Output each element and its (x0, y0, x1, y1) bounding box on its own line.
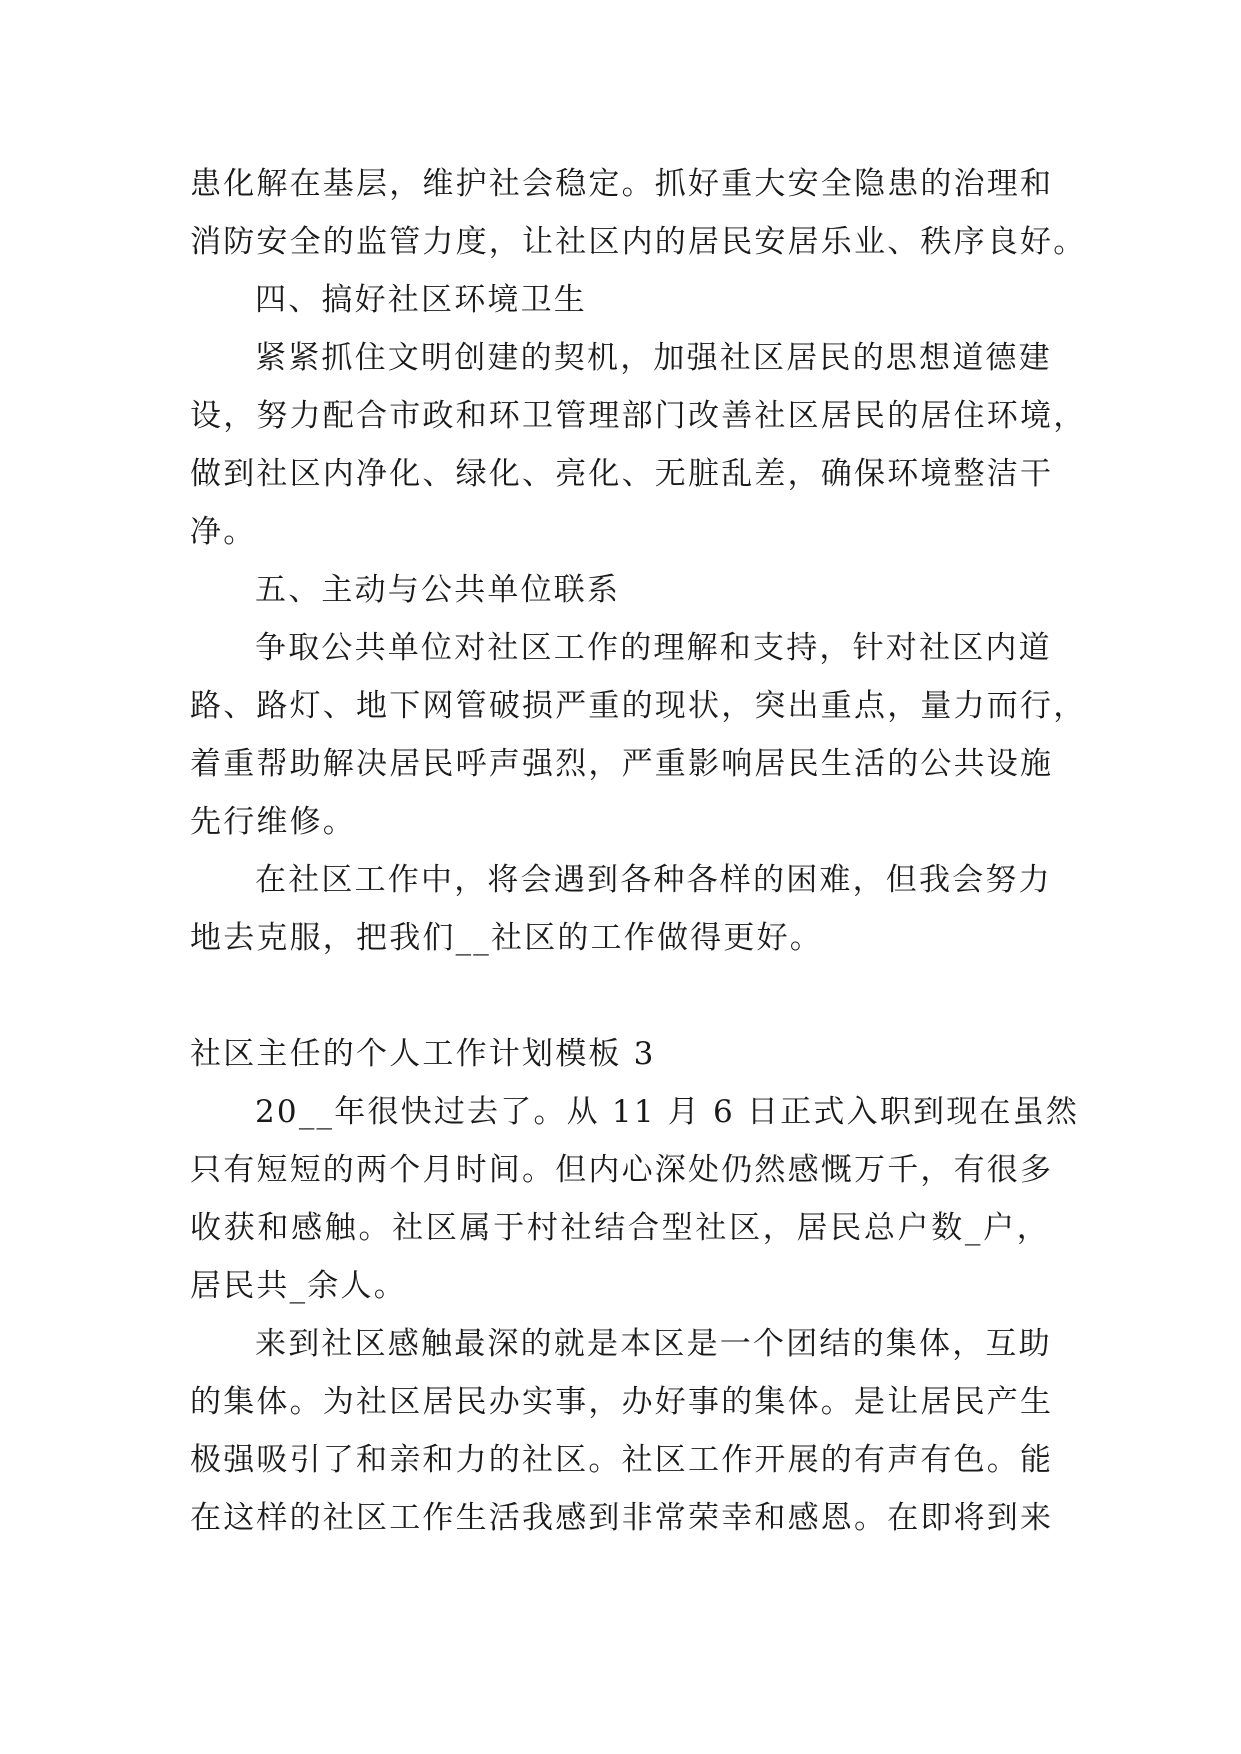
text-line: 设，努力配合市政和环卫管理部门改善社区居民的居住环境， (190, 398, 1087, 434)
text-line: 净。 (190, 514, 257, 550)
text-line: 在社区工作中，将会遇到各种各样的困难，但我会努力 (255, 862, 1052, 898)
text-line: 紧紧抓住文明创建的契机，加强社区居民的思想道德建 (255, 340, 1052, 376)
text-line: 先行维修。 (190, 804, 356, 840)
section-heading: 五、主动与公共单位联系 (255, 572, 621, 608)
text-line: 只有短短的两个月时间。但内心深处仍然感慨万千，有很多 (190, 1152, 1054, 1188)
text-line: 争取公共单位对社区工作的理解和支持，针对社区内道 (255, 630, 1052, 666)
text-line: 在这样的社区工作生活我感到非常荣幸和感恩。在即将到来 (190, 1500, 1054, 1536)
text-line: 路、路灯、地下网管破损严重的现状，突出重点，量力而行， (190, 688, 1087, 724)
text-line: 居民共_余人。 (190, 1268, 407, 1304)
text-line: 做到社区内净化、绿化、亮化、无脏乱差，确保环境整洁干 (190, 456, 1054, 492)
text-line: 患化解在基层，维护社会稳定。抓好重大安全隐患的治理和 (190, 166, 1054, 202)
text-line: 地去克服，把我们__社区的工作做得更好。 (190, 920, 823, 956)
text-line: 极强吸引了和亲和力的社区。社区工作开展的有声有色。能 (190, 1442, 1054, 1478)
text-line: 着重帮助解决居民呼声强烈，严重影响居民生活的公共设施 (190, 746, 1054, 782)
text-line: 来到社区感触最深的就是本区是一个团结的集体，互助 (255, 1326, 1052, 1362)
text-line: 的集体。为社区居民办实事，办好事的集体。是让居民产生 (190, 1384, 1054, 1420)
text-line: 20__年很快过去了。从 11 月 6 日正式入职到现在虽然 (255, 1094, 1080, 1130)
section-title: 社区主任的个人工作计划模板 3 (190, 1036, 656, 1072)
section-heading: 四、搞好社区环境卫生 (255, 282, 587, 318)
text-line: 消防安全的监管力度，让社区内的居民安居乐业、秩序良好。 (190, 224, 1087, 260)
text-line: 收获和感触。社区属于村社结合型社区，居民总户数_户， (190, 1210, 1050, 1246)
